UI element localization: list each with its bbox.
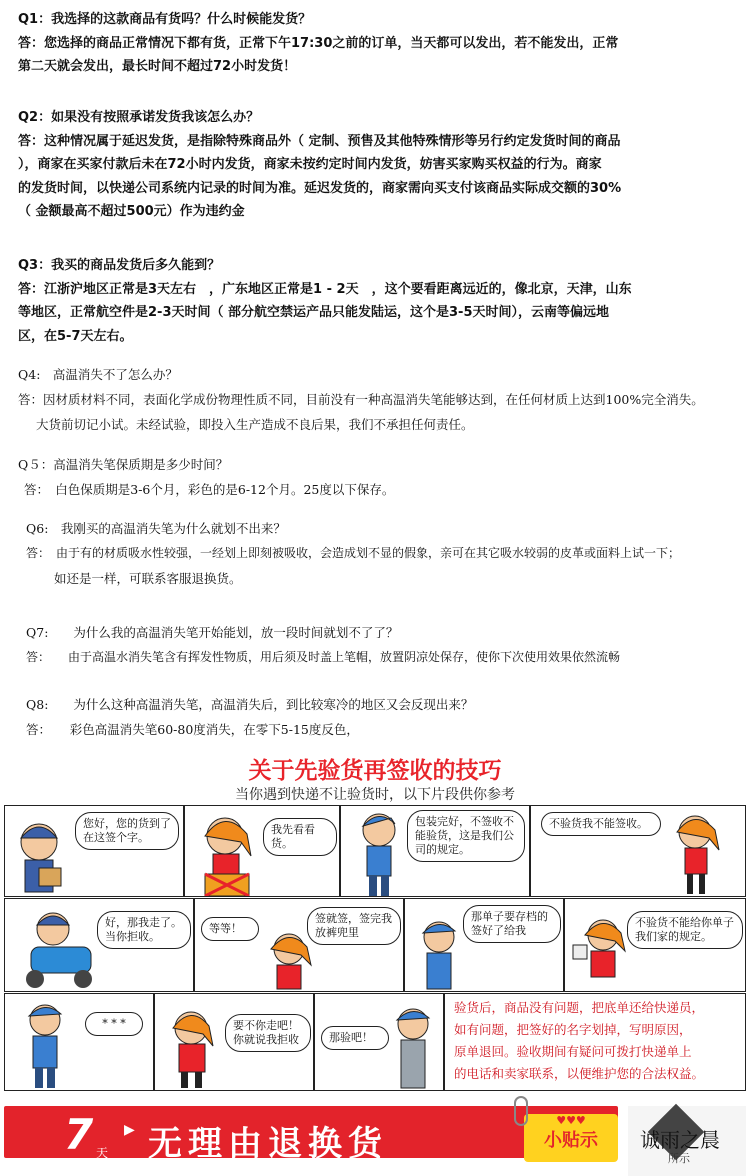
faq-answer-line: 答： 彩色高温消失笔60-80度消失，在零下5-15度反色， <box>26 722 359 737</box>
play-arrow-icon: ▶ <box>124 1122 135 1138</box>
courier-figure-icon <box>9 816 69 896</box>
tip-line: 验货后，商品没有问题，把底单还给快递员， <box>454 1000 705 1015</box>
comic-panel-8 <box>564 898 746 992</box>
comic-panel-1 <box>4 805 184 897</box>
speech-bubble: 我先看看货。 <box>263 818 337 856</box>
comic-panel-2 <box>184 805 340 897</box>
faq-question: Q５：高温消失笔保质期是多少时间？ <box>18 457 229 472</box>
deliveryman-figure-icon <box>351 810 407 897</box>
speech-bubble: 包装完好，不签收不能验货，这是我们公司的规定。 <box>407 810 525 862</box>
faq-answer-line: 答：江浙沪地区正常是3天左右 ，广东地区正常是1 - 2天 ，这个要看距离远近的，像北京，天津，山东 <box>18 281 632 297</box>
faq-question: Q2：如果没有按照承诺发货我该怎么办？ <box>18 110 260 125</box>
speech-bubble: 签就签，签完我放裤兜里 <box>307 907 401 945</box>
deliveryman-figure-icon <box>387 1004 441 1090</box>
speech-bubble: 不验货我不能签收。 <box>541 812 661 836</box>
faq-question: Q1：我选择的这款商品有货吗？什么时候能发货？ <box>18 12 312 27</box>
faq-answer-line: 第二天就会发出，最长时间不超过72小时发货！ <box>18 59 297 74</box>
faq-question: Q3：我买的商品发货后多久能到？ <box>18 258 221 273</box>
paperclip-icon <box>514 1096 528 1126</box>
corner-small-text: 所示 <box>668 1152 690 1165</box>
comic-title: 关于先验货再签收的技巧 <box>248 758 502 784</box>
comic-panel-11 <box>314 993 444 1091</box>
faq-question: Q6: 我刚买的高温消失笔为什么就划不出来？ <box>26 521 286 536</box>
girl-figure-icon <box>661 810 731 897</box>
faq-answer-line: 答： 由于有的材质吸水性较强，一经划上即刻被吸收，会造成划不显的假象，亲可在其它吸水较弱的皮革或面料上试一下； <box>26 546 681 560</box>
tip-line: 如有问题，把签好的名字划掉，写明原因， <box>454 1022 692 1037</box>
speech-bubble: * * * <box>85 1012 143 1036</box>
deliveryman-figure-icon <box>411 917 467 992</box>
watermark-corner <box>628 1106 746 1176</box>
faq-question: Q7: 为什么我的高温消失笔开始能划，放一段时间就划不了了？ <box>26 625 399 640</box>
speech-bubble: 好，那我走了。当你拒收。 <box>97 911 191 949</box>
deliveryman-figure-icon <box>17 1000 73 1090</box>
speech-bubble: 那单子要存档的签好了给我 <box>463 905 561 943</box>
faq-q5 <box>18 452 738 502</box>
banner-main-text: 无理由退换货 <box>148 1124 388 1164</box>
faq-answer-line: 答： 由于高温水消失笔含有挥发性物质，用后须及时盖上笔帽，放置阴凉处保存，使你下次使用效果依然流畅 <box>26 650 621 664</box>
banner-day: 天 <box>96 1146 109 1160</box>
speech-bubble: 等等！ <box>201 917 259 941</box>
faq-answer-line: 区，在5-7天左右。 <box>18 328 133 344</box>
banner-seven: 7 <box>64 1110 94 1159</box>
comic-panel-5 <box>4 898 194 992</box>
faq-q8 <box>26 692 746 742</box>
faq-q6 <box>26 516 746 591</box>
faq-answer-line: 如还是一样，可联系客服退换货。 <box>54 571 242 586</box>
faq-answer-line: 等地区，正常航空件是2-3天时间（ 部分航空禁运产品只能发陆运，这个是3-5天时间），云南等偏远地 <box>18 305 609 320</box>
tip-line: 的电话和卖家联系，以便维护您的合法权益。 <box>454 1066 705 1081</box>
faq-q7 <box>26 620 746 670</box>
faq-q2 <box>18 106 738 224</box>
comic-panel-10 <box>154 993 314 1091</box>
comic-subtitle: 当你遇到快递不让验货时，以下片段供你参考 <box>235 787 515 803</box>
speech-bubble: 那验吧！ <box>321 1026 389 1050</box>
comic-panel-9 <box>4 993 154 1091</box>
tip-line: 原单退回。验收期间有疑问可拨打快递单上 <box>454 1044 692 1059</box>
faq-q3 <box>18 254 738 348</box>
faq-answer-line: 答：您选择的商品正常情况下都有货，正常下午17:30之前的订单，当天都可以发出，若不能发出，正常 <box>18 35 619 51</box>
scooter-courier-icon <box>13 907 97 991</box>
speech-bubble: 要不你走吧！你就说我拒收 <box>225 1014 311 1052</box>
faq-question: Q8: 为什么这种高温消失笔，高温消失后，到比较寒冷的地区又会反现出来？ <box>26 697 474 712</box>
tips-tag-label: 小贴示 <box>544 1130 598 1151</box>
comic-tips <box>444 993 740 1091</box>
girl-figure-icon <box>159 1006 225 1090</box>
faq-q4 <box>18 362 738 437</box>
tips-tag <box>524 1114 618 1162</box>
comic-panel-6 <box>194 898 404 992</box>
faq-answer-line: 答：这种情况属于延迟发货，是指除特殊商品外（ 定制、预售及其他特殊情形等另行约定发货时间的商品 <box>18 133 621 149</box>
watermark-text: 诚雨之晨 <box>640 1128 720 1152</box>
faq-answer-line: 的发货时间，以快递公司系统内记录的时间为准。延迟发货的，商家需向买支付该商品实际成交额的30% <box>18 180 622 196</box>
faq-answer-line: （ 金额最高不超过500元）作为违约金 <box>18 204 245 219</box>
faq-q1 <box>18 8 738 79</box>
girl-figure-icon <box>191 812 261 897</box>
faq-answer-line: 答： 白色保质期是3-6个月，彩色的是6-12个月。25度以下保存。 <box>24 482 395 497</box>
faq-answer-line: 大货前切记小试。未经试验，即投入生产造成不良后果，我们不承担任何责任。 <box>36 417 474 432</box>
girl-figure-icon <box>571 915 633 991</box>
comic-panel-7 <box>404 898 564 992</box>
faq-answer-line: 答：因材质材料不同，表面化学成份物理性质不同，目前没有一种高温消失笔能够达到，在任何材质上达到100%完全消失。 <box>18 392 704 407</box>
comic-panel-3 <box>340 805 530 897</box>
return-policy-banner <box>0 1100 750 1176</box>
speech-bubble: 不验货不能给你单子我们家的规定。 <box>627 911 743 949</box>
speech-bubble: 您好，您的货到了在这签个字。 <box>75 812 179 850</box>
faq-question: Q4: 高温消失不了怎么办？ <box>18 367 178 382</box>
faq-answer-line: ），商家在买家付款后未在72小时内发货，商家未按约定时间内发货，妨害买家购买权益的行为。商家 <box>18 157 602 172</box>
comic-panel-4 <box>530 805 746 897</box>
hearts-icon: ♥♥♥ <box>556 1114 586 1127</box>
